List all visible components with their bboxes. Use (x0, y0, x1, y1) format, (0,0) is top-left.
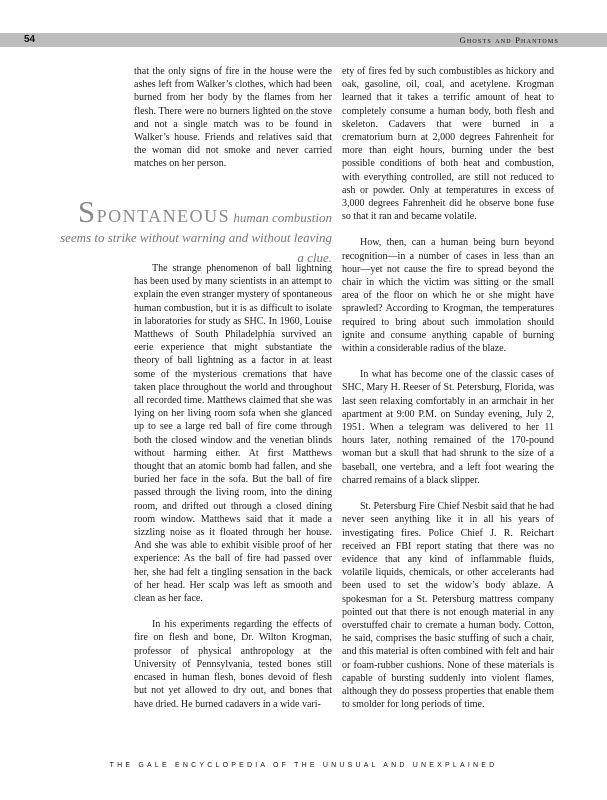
paragraph: In his experiments regarding the effects of fire on flesh and bone, Dr. Wilton Krogman, professor of physical anthropology at the University of Pennsylvania, tested bones still encased in human flesh, bones devoid of flesh but not yet allowed to dry out, and bones that have dried. He burned cadavers in a wide vari- (134, 619, 332, 710)
paragraph: St. Petersburg Fire Chief Nesbit said that he had never seen anything like it in all his years of investigating fires. Police Chief J. R. Reichart received an FBI report stating that there was no evidence that any kind of inflammable fluids, volatile liquids, chemicals, or other accelerants had been used to set the widow’s body ablaze. A spokesman for a St. Petersburg mattress company pointed out that there is not enough material in any overstuffed chair to cremate a human body. Cotton, he said, comprises the basic stuffing of such a chair, and this material is often combined with felt and hair or foam-rubber cushions. None of these materials is capable of bursting suddenly into violent flames, although they do possess properties that enable them to smolder for long periods of time. (342, 501, 554, 711)
right-column (342, 65, 554, 711)
paragraph: In what has become one of the classic cases of SHC, Mary H. Reeser of St. Petersburg, Florida, was last seen relaxing comfortably in an armchair in her apartment at 9:00 P.M. on Sunday evening, July 2, 1951. When a telegram was delivered to her 11 hours later, nothing remained of the 170-pound woman but a skull that had shrunk to the size of a baseball, one vertebra, and a left foot wearing the charred remains of a black slipper. (342, 369, 554, 486)
pull-quote-lead-word (77, 194, 231, 229)
pull-quote (60, 194, 332, 268)
left-column-main (134, 262, 332, 711)
pull-quote-initial: S (77, 194, 97, 229)
paragraph: ety of fires fed by such combustibles as hickory and oak, gasoline, oil, coal, and acetylene. Krogman learned that it takes a terrific amount of heat to completely consume a human body, both flesh and skeleton. Cadavers that were burned in a crematorium burn at 2,000 degrees Fahrenheit for more than eight hours, burning under the best possible conditions of both heat and combustion, with everything controlled, are still not reduced to ash or powder. Only at temperatures in excess of 3,000 degrees Fahrenheit did he observe bone fuse so that it ran and became volatile. (342, 66, 554, 223)
left-column-top (134, 65, 332, 171)
pull-quote-lead-rest: pontaneous (96, 201, 231, 228)
pull-quote-text: human combustion seems to strike without warning and without leaving a clue. (60, 210, 332, 265)
running-foot: THE GALE ENCYCLOPEDIA OF THE UNUSUAL AND UNEXPLAINED (109, 762, 498, 769)
running-head: Ghosts and Phantoms (459, 35, 559, 45)
paragraph: How, then, can a human being burn beyond recognition—in a number of cases in less than an hour—yet not cause the fire to spread beyond the chair in which the victim was sitting or the small area of the floor on which he or she might have sprawled? According to Krogman, the temperatures required to bring about such immolation should ignite and consume anything capable of burning within a considerable radius of the blaze. (342, 237, 554, 355)
paragraph: that the only signs of fire in the house were the ashes left from Walker’s clothes, which had been burned from her body by the flames from her flesh. There were no burners lighted on the stove and not a single match was to be found in Walker’s house. Friends and relatives said that the woman did not smoke and never carried matches on her person. (134, 66, 332, 170)
page-number: 54 (24, 34, 36, 45)
paragraph: The strange phenomenon of ball lightning has been used by many scientists in an attempt to explain the even stranger mystery of spontaneous human combustion, but it is as difficult to isolate in laboratories for study as SHC. In 1960, Louise Matthews of South Philadelphia survived an eerie experience that might substantiate the theory of ball lightning as a factor in at least some of the mysterious cremations that have taken place throughout the world and throughout all recorded time. Matthews claimed that she was lying on her living room sofa when she glanced up to see a large red ball of fire come through both the closed window and the venetian blinds without harming either. At first Matthews thought that an atomic bomb had fallen, and she buried her face in the sofa. But the ball of fire passed through the living room, into the dining room, and drifted out through a closed dining room window. Matthews said that it made a sizzling noise as it floated through her house. And she was able to exhibit visible proof of her experience: As the ball of fire had passed over her, she had felt a tingling sensation in the back of her head. Her scalp was left as smooth and clean as her face. (134, 263, 332, 605)
